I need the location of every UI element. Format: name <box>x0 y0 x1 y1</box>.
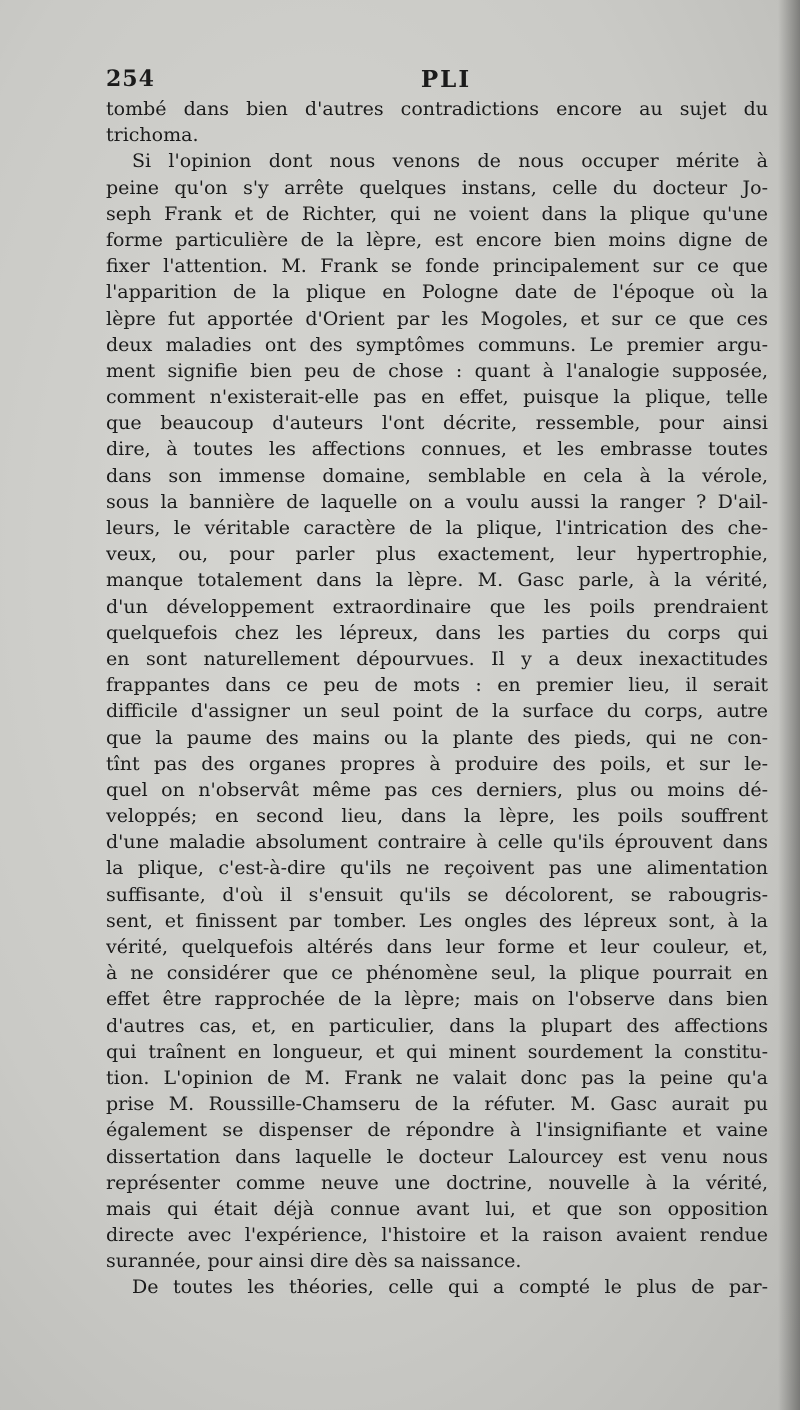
text-line: effet être rapprochée de la lèpre; mais on l'observe dans bien <box>106 988 768 1011</box>
paragraph-start-line: Si l'opinion dont nous venons de nous occuper mérite à <box>132 150 768 173</box>
page-edge-shadow <box>778 0 800 1410</box>
text-line: veloppés; en second lieu, dans la lèpre, les poils souffrent <box>106 805 768 828</box>
text-line: que la paume des mains ou la plante des pieds, qui ne con- <box>106 726 768 749</box>
text-line: comment n'existerait-elle pas en effet, puisque la plique, telle <box>106 386 768 409</box>
text-line: d'un développement extraordinaire que les poils prendraient <box>106 595 768 618</box>
text-line: dire, à toutes les affections connues, et les embrasse toutes <box>106 438 768 461</box>
text-line: frappantes dans ce peu de mots : en premier lieu, il serait <box>106 674 768 697</box>
text-line: fixer l'attention. M. Frank se fonde principalement sur ce que <box>106 255 768 278</box>
text-line: ment signifie bien peu de chose : quant à l'analogie supposée, <box>106 359 768 382</box>
text-line: difficile d'assigner un seul point de la surface du corps, autre <box>106 700 768 723</box>
text-line: sent, et finissent par tomber. Les ongles des lépreux sont, à la <box>106 909 768 932</box>
text-line: la plique, c'est-à-dire qu'ils ne reçoivent pas une alimentation <box>106 857 768 880</box>
text-line: forme particulière de la lèpre, est encore bien moins digne de <box>106 228 768 251</box>
text-line: veux, ou, pour parler plus exactement, leur hypertrophie, <box>106 543 768 566</box>
text-line: représenter comme neuve une doctrine, nouvelle à la vérité, <box>106 1171 768 1194</box>
paragraph-start-line: De toutes les théories, celle qui a compté le plus de par- <box>132 1276 768 1299</box>
text-line: prise M. Roussille-Chamseru de la réfuter. M. Gasc aurait pu <box>106 1093 768 1116</box>
text-line: quel on n'observât même pas ces derniers, plus ou moins dé- <box>106 778 768 801</box>
text-line: l'apparition de la plique en Pologne date de l'époque où la <box>106 281 768 304</box>
text-line: deux maladies ont des symptômes communs. Le premier argu- <box>106 333 768 356</box>
text-line: leurs, le véritable caractère de la plique, l'intrication des che- <box>106 517 768 539</box>
text-line: directe avec l'expérience, l'histoire et la raison avaient rendue <box>106 1224 768 1247</box>
body-text <box>106 96 768 1301</box>
text-line: tînt pas des organes propres à produire des poils, et sur le- <box>106 752 768 775</box>
page-number: 254 <box>106 66 155 92</box>
text-line: peine qu'on s'y arrête quelques instans, celle du docteur Jo- <box>106 176 768 199</box>
text-line: suffisante, d'où il s'ensuit qu'ils se décolorent, se rabougris- <box>106 883 768 906</box>
text-line: manque totalement dans la lèpre. M. Gasc parle, à la vérité, <box>106 569 768 592</box>
text-line: tion. L'opinion de M. Frank ne valait donc pas la peine qu'a <box>106 1066 768 1089</box>
page-header <box>106 66 772 96</box>
text-line: seph Frank et de Richter, qui ne voient dans la plique qu'une <box>106 202 768 225</box>
text-line: que beaucoup d'auteurs l'ont décrite, ressemble, pour ainsi <box>106 412 768 435</box>
text-line: trichoma. <box>106 124 199 147</box>
text-line: lèpre fut apportée d'Orient par les Mogoles, et sur ce que ces <box>106 307 768 330</box>
text-line: quelquefois chez les lépreux, dans les parties du corps qui <box>106 621 768 644</box>
text-line: vérité, quelquefois altérés dans leur forme et leur couleur, et, <box>106 936 768 958</box>
text-line: surannée, pour ainsi dire dès sa naissance. <box>106 1250 522 1273</box>
text-line: d'autres cas, et, en particulier, dans la plupart des affections <box>106 1014 768 1037</box>
text-line: qui traînent en longueur, et qui minent sourdement la constitu- <box>106 1040 768 1063</box>
running-head: PLI <box>420 66 472 93</box>
text-line: d'une maladie absolument contraire à celle qu'ils éprouvent dans <box>106 831 768 854</box>
text-line: à ne considérer que ce phénomène seul, la plique pourrait en <box>106 962 768 985</box>
text-line: dissertation dans laquelle le docteur Lalourcey est venu nous <box>106 1145 768 1168</box>
text-line: tombé dans bien d'autres contradictions encore au sujet du <box>106 98 768 120</box>
text-line: en sont naturellement dépourvues. Il y a deux inexactitudes <box>106 647 768 670</box>
text-line: mais qui était déjà connue avant lui, et que son opposition <box>106 1197 768 1220</box>
text-line: dans son immense domaine, semblable en cela à la vérole, <box>106 464 768 487</box>
text-line: également se dispenser de répondre à l'insignifiante et vaine <box>106 1119 768 1142</box>
text-line: sous la bannière de laquelle on a voulu aussi la ranger ? D'ail- <box>106 490 768 513</box>
